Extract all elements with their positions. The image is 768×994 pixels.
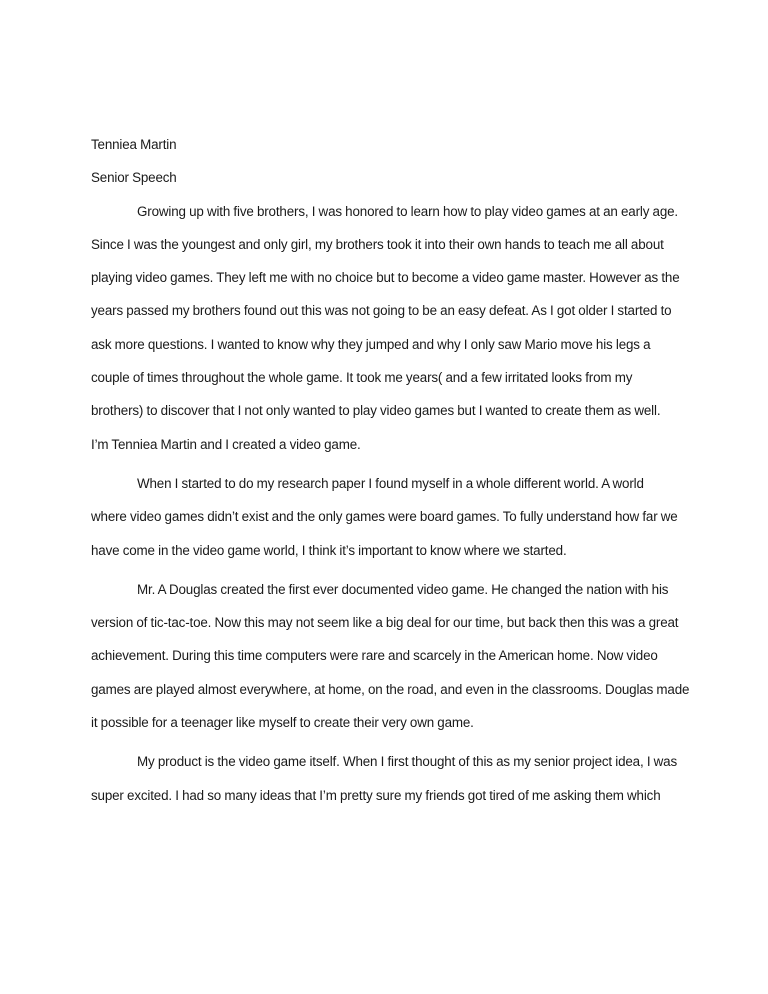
paragraph-line: it possible for a teenager like myself to create their very own game. — [91, 715, 474, 731]
paragraph-line: couple of times throughout the whole game. It took me years( and a few irritated looks from my — [91, 370, 633, 386]
paragraph-line: brothers) to discover that I not only wanted to play video games but I wanted to create them as well. — [91, 403, 661, 419]
paragraph-line: When I started to do my research paper I found myself in a whole different world. A world — [137, 475, 644, 491]
paragraph-line: playing video games. They left me with no choice but to become a video game master. However as the — [91, 270, 680, 286]
paragraph-line: achievement. During this time computers were rare and scarcely in the American home. Now video — [91, 648, 658, 664]
document-body — [91, 128, 691, 812]
paragraph-line: version of tic-tac-toe. Now this may not seem like a big deal for our time, but back then this was a great — [91, 615, 679, 631]
paragraph-line: Mr. A Douglas created the first ever documented video game. He changed the nation with his — [137, 581, 669, 597]
paragraph-2 — [91, 467, 691, 567]
paragraph-line: ask more questions. I wanted to know why they jumped and why I only saw Mario move his legs a — [91, 336, 651, 352]
paragraph-line: I’m Tenniea Martin and I created a video game. — [91, 436, 361, 452]
paragraph-3 — [91, 573, 691, 739]
document-title: Senior Speech — [91, 170, 177, 186]
paragraph-line: have come in the video game world, I think it’s important to know where we started. — [91, 542, 567, 558]
paragraph-line: Growing up with five brothers, I was honored to learn how to play video games at an early age. — [137, 203, 678, 219]
paragraph-line: super excited. I had so many ideas that I’m pretty sure my friends got tired of me asking them which — [91, 787, 661, 803]
author-name: Tenniea Martin — [91, 137, 177, 152]
paragraph-line: years passed my brothers found out this was not going to be an easy defeat. As I got older I started to — [91, 303, 672, 319]
paragraph-4 — [91, 745, 691, 812]
paragraph-line: where video games didn’t exist and the only games were board games. To fully understand how far we — [91, 509, 678, 525]
paragraph-1 — [91, 195, 691, 461]
paragraph-line: games are played almost everywhere, at home, on the road, and even in the classrooms. Douglas made — [91, 681, 690, 697]
paragraph-line: My product is the video game itself. When I first thought of this as my senior project idea, I was — [137, 754, 678, 770]
paragraph-line: Since I was the youngest and only girl, my brothers took it into their own hands to teach me all about — [91, 236, 664, 252]
